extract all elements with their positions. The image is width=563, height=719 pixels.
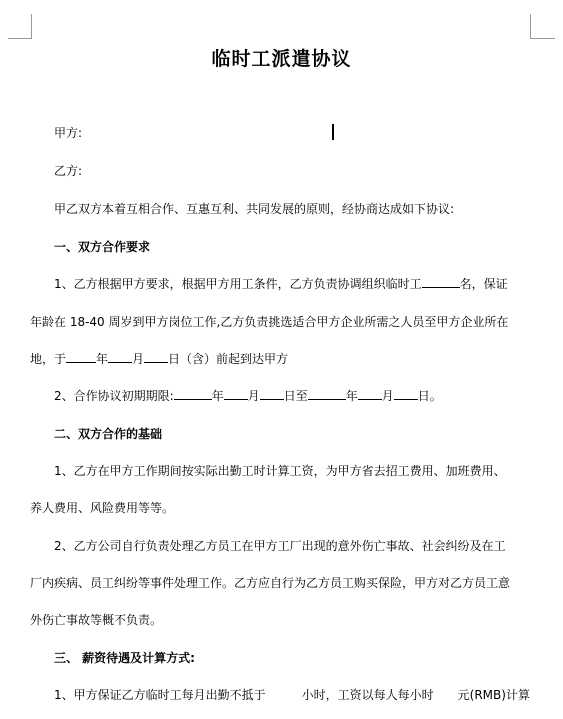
term-end-month-blank[interactable] xyxy=(358,386,382,400)
arrival-text-c: 月 xyxy=(132,352,145,366)
section2-heading: 二、双方合作的基础 xyxy=(54,427,163,441)
term-text-d: 日至 xyxy=(283,389,308,403)
section2-item2-line2: 厂内疾病、员工纠纷等事件处理工作。乙方应自行为乙方员工购买保险，甲方对乙方员工意 xyxy=(30,576,511,590)
party-a-label: 甲方: xyxy=(54,126,83,140)
term-end-year-blank[interactable] xyxy=(308,386,346,400)
section1-item1-line2: 年龄在 18-40 周岁到甲方岗位工作,乙方负责挑选适合甲方企业所需之人员至甲方企业所在 xyxy=(30,315,509,329)
term-text-e: 年 xyxy=(345,389,358,403)
section2-item2-line1: 2、乙方公司自行负责处理乙方员工在甲方工厂出现的意外伤亡事故、社会纠纷及在工 xyxy=(54,539,506,553)
section2-item1-line2: 养人费用、风险费用等等。 xyxy=(30,501,175,515)
arrival-text-d: 日（含）前起到达甲方 xyxy=(168,352,289,366)
term-start-day-blank[interactable] xyxy=(260,386,284,400)
headcount-blank[interactable] xyxy=(422,274,460,288)
arrival-day-blank[interactable] xyxy=(144,349,168,363)
section2-item1-line1: 1、乙方在甲方工作期间按实际出勤工时计算工资，为甲方省去招工费用、加班费用、 xyxy=(54,464,506,478)
section3-heading: 三、 薪资待遇及计算方式: xyxy=(54,651,195,665)
term-text-c: 月 xyxy=(247,389,260,403)
section1-item1-text-b: 名，保证 xyxy=(459,277,508,291)
section3-item1 xyxy=(30,685,559,705)
arrival-text-b: 年 xyxy=(96,352,109,366)
party-b-label: 乙方: xyxy=(54,164,83,178)
document-title: 临时工派遣协议 xyxy=(211,48,352,70)
arrival-text-a: 地，于 xyxy=(30,352,67,366)
section1-item1-text-a: 1、乙方根据甲方要求，根据甲方用工条件，乙方负责协调组织临时工 xyxy=(54,277,422,291)
term-text-a: 2、合作协议初期期限: xyxy=(54,389,174,403)
corner-mark-top-left-h xyxy=(8,38,32,39)
term-text-g: 日。 xyxy=(417,389,442,403)
term-end-day-blank[interactable] xyxy=(394,386,418,400)
party-b-line[interactable] xyxy=(30,161,559,181)
arrival-month-blank[interactable] xyxy=(108,349,132,363)
section1-item2 xyxy=(30,386,559,406)
term-start-month-blank[interactable] xyxy=(224,386,248,400)
section1-item1-line1 xyxy=(30,274,559,294)
section1-item1-line3 xyxy=(30,349,535,369)
section1-heading: 一、双方合作要求 xyxy=(54,240,151,254)
salary-text-a: 1、甲方保证乙方临时工每月出勤不抵于 xyxy=(54,688,266,702)
corner-mark-top-right-v xyxy=(530,14,531,39)
party-a-line[interactable] xyxy=(30,123,559,143)
corner-mark-top-right-h xyxy=(530,38,555,39)
text-cursor xyxy=(332,124,334,140)
term-text-f: 月 xyxy=(381,389,394,403)
intro-paragraph xyxy=(30,199,559,219)
term-start-year-blank[interactable] xyxy=(174,386,212,400)
corner-mark-top-left-v xyxy=(31,14,32,39)
section2-item2-line3: 外伤亡事故等概不负责。 xyxy=(30,613,163,627)
salary-text-b: 小时，工资以每人每小时 xyxy=(301,688,434,702)
term-text-b: 年 xyxy=(211,389,224,403)
arrival-year-blank[interactable] xyxy=(66,349,96,363)
intro-text: 甲乙双方本着互相合作、互惠互利、共同发展的原则，经协商达成如下协议: xyxy=(54,202,455,216)
salary-text-c: 元(RMB)计算 xyxy=(457,688,530,702)
